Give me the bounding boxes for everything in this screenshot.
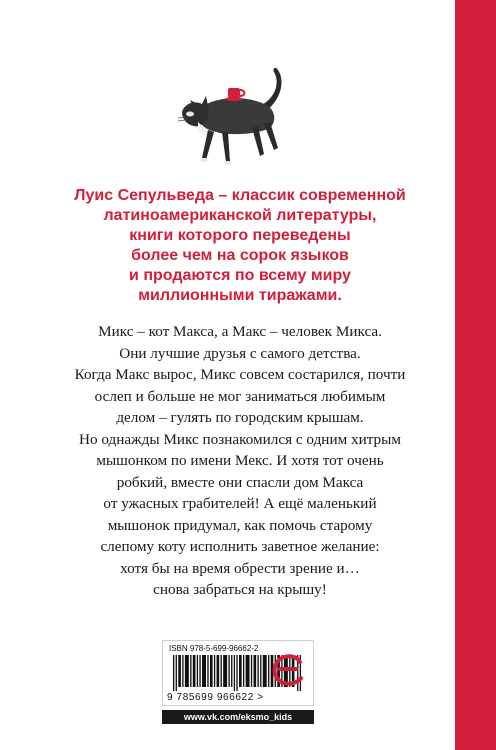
description-line: от ужасных грабителей! А ещё маленький bbox=[103, 495, 377, 512]
blurb-line: Луис Сепульведа – классик современной bbox=[74, 187, 406, 204]
barcode-digits: 9 785699 966622 > bbox=[167, 692, 264, 703]
cat-with-teacup-illustration bbox=[168, 66, 308, 176]
description-line: снова забраться на крышу! bbox=[153, 581, 327, 598]
description-line: Микс – кот Макса, а Макс – человек Микса. bbox=[98, 323, 382, 340]
blurb-line: более чем на сорок языков bbox=[131, 247, 349, 264]
publisher-url[interactable]: www.vk.com/eksmo_kids bbox=[162, 710, 314, 724]
description-line: делом – гулять по городским крышам. bbox=[116, 409, 364, 426]
description-line: Но однажды Микс познакомился с одним хитрым bbox=[79, 430, 401, 448]
description-line: Когда Макс вырос, Микс совсем состарился, почти bbox=[74, 366, 406, 383]
isbn-label: ISBN 978-5-699-96662-2 bbox=[169, 644, 259, 653]
red-spine-stripe bbox=[455, 0, 496, 750]
description-line: робкий, вместе они спасли дом Макса bbox=[116, 473, 364, 491]
description-line: Они лучшие друзья с самого детства. bbox=[119, 344, 361, 362]
eksmo-e-logo-icon bbox=[272, 652, 306, 686]
description-line: хотя бы на время обрести зрение и… bbox=[120, 559, 360, 577]
blurb-line: латиноамериканской литературы, bbox=[103, 207, 377, 224]
blurb-line: книги которого переведены bbox=[129, 227, 351, 244]
description-line: мышонком по имени Мекс. И хотя тот очень bbox=[96, 452, 384, 469]
description-line: слепому коту исполнить заветное желание: bbox=[100, 538, 380, 555]
book-description bbox=[50, 321, 430, 601]
description-line: мышонок придумал, как помочь старому bbox=[107, 516, 373, 534]
description-line: ослеп и больше не мог заниматься любимым bbox=[94, 387, 386, 405]
blurb-line: и продаются по всему миру bbox=[129, 267, 351, 284]
blurb-line: миллионными тиражами. bbox=[138, 287, 342, 304]
author-blurb bbox=[60, 186, 420, 306]
